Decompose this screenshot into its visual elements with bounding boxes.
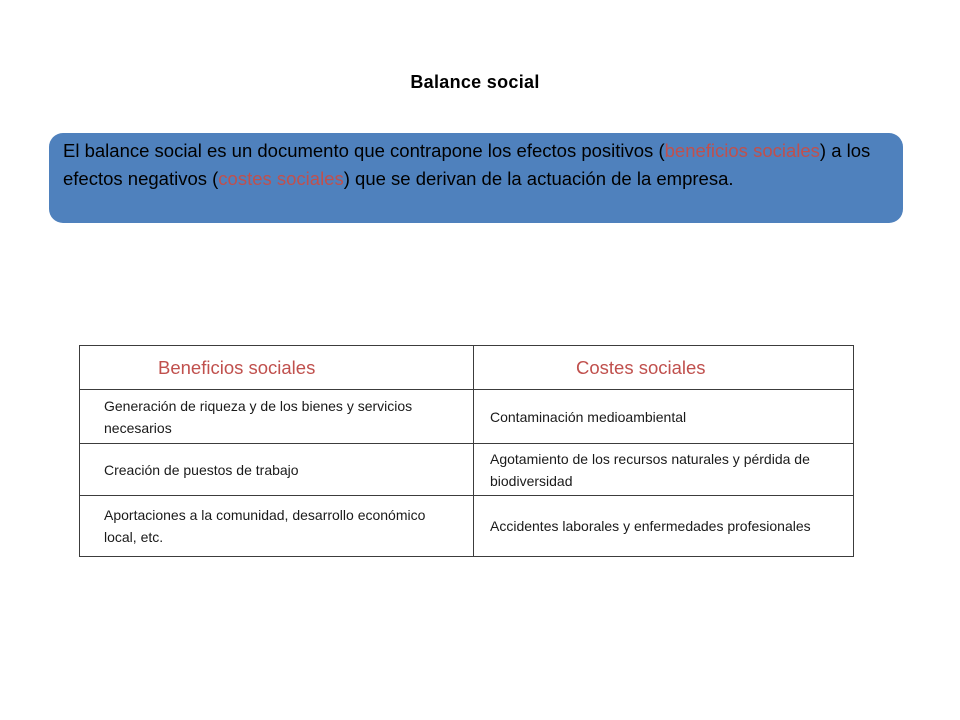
- page-title: Balance social: [410, 72, 540, 92]
- table-row: [80, 390, 854, 444]
- header-label: Beneficios sociales: [158, 356, 316, 378]
- definition-text-part3: ) que se derivan de la actuación de la empresa.: [343, 168, 734, 189]
- definition-box: [49, 133, 903, 223]
- benefit-cell: Aportaciones a la comunidad, desarrollo económico local, etc.: [80, 496, 474, 557]
- benefit-cell: Generación de riqueza y de los bienes y servicios necesarios: [80, 390, 474, 444]
- header-costes-sociales: [474, 346, 854, 390]
- table-header-row: [80, 346, 854, 390]
- cost-cell: Accidentes laborales y enfermedades profesionales: [474, 496, 854, 557]
- cost-cell: Agotamiento de los recursos naturales y pérdida de biodiversidad: [474, 444, 854, 496]
- table-row: [80, 444, 854, 496]
- cost-cell: Contaminación medioambiental: [474, 390, 854, 444]
- definition-text-part2: ) a los efectos negativos (: [63, 140, 871, 189]
- benefit-cell: Creación de puestos de trabajo: [80, 444, 474, 496]
- definition-text-part1: El balance social es un documento que contrapone los efectos positivos (: [63, 140, 665, 161]
- definition-highlight-costs: costes sociales: [218, 168, 344, 189]
- balance-table: [79, 345, 854, 557]
- definition-highlight-benefits: beneficios sociales: [664, 140, 820, 161]
- header-label: Costes sociales: [576, 356, 706, 378]
- header-beneficios-sociales: [80, 346, 474, 390]
- table-row: [80, 496, 854, 557]
